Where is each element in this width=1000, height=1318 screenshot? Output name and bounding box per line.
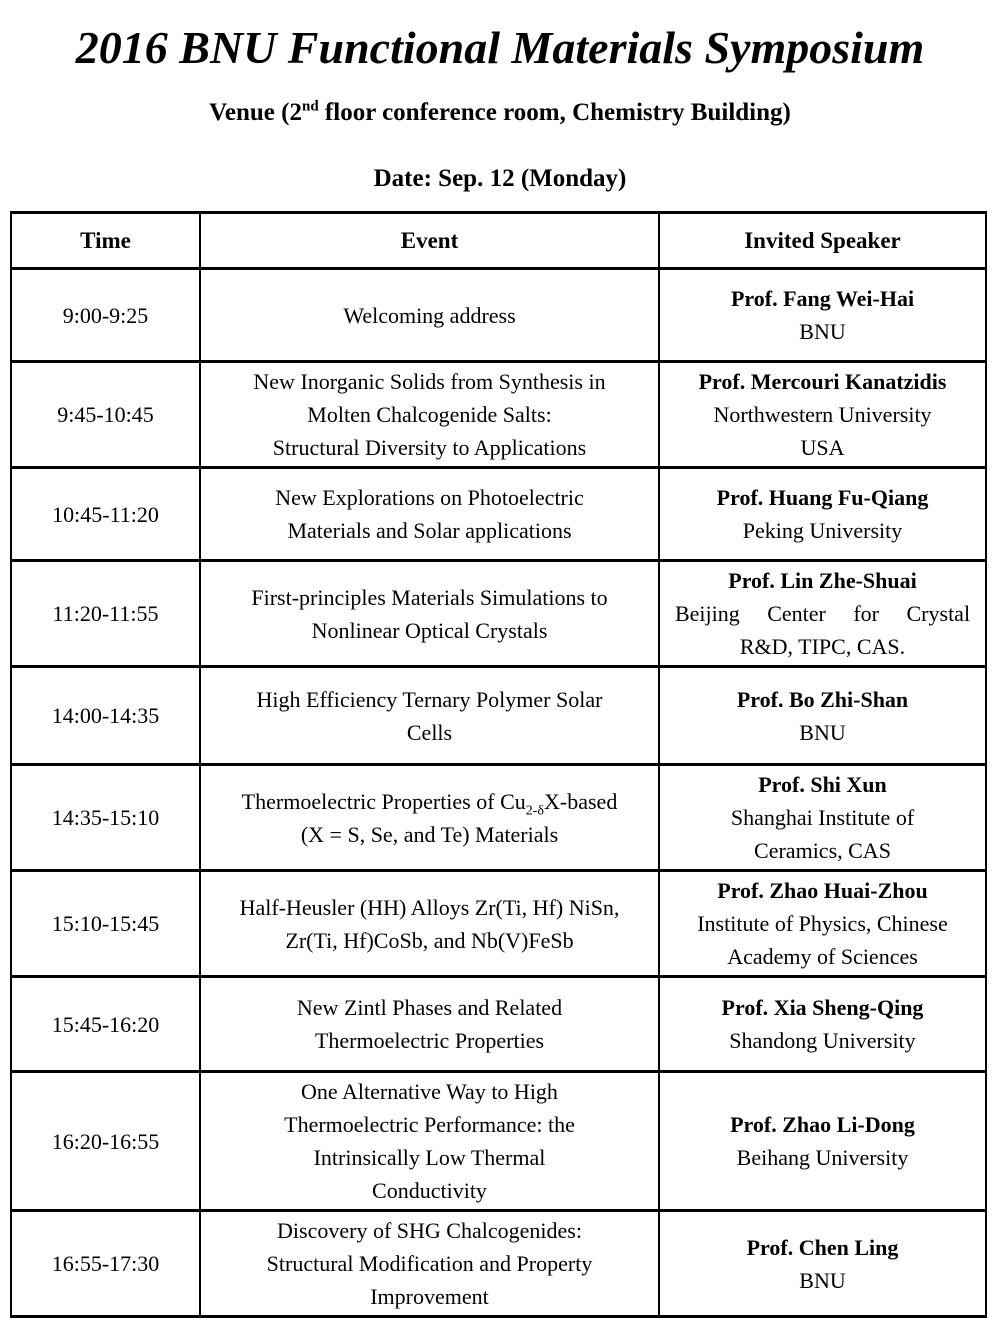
speaker-affiliation: USA bbox=[800, 435, 845, 460]
table-row bbox=[11, 1072, 986, 1211]
event-line: Discovery of SHG Chalcogenides: bbox=[277, 1218, 582, 1243]
speaker-cell bbox=[659, 667, 986, 765]
speaker-affiliation: BNU bbox=[799, 719, 846, 745]
event-cell bbox=[200, 1211, 659, 1317]
event-line: Thermoelectric Properties bbox=[314, 1028, 545, 1053]
table-row bbox=[11, 561, 986, 667]
time-cell: 9:00-9:25 bbox=[11, 269, 200, 362]
speaker-affiliation: BNU bbox=[799, 319, 846, 344]
table-row bbox=[11, 269, 986, 362]
speaker-name: Prof. Fang Wei-Hai bbox=[730, 286, 915, 311]
event-line: Molten Chalcogenide Salts: bbox=[307, 402, 552, 427]
event-cell bbox=[200, 468, 659, 561]
time-cell: 16:20-16:55 bbox=[11, 1072, 200, 1211]
event-cell bbox=[200, 977, 659, 1072]
time-cell: 10:45-11:20 bbox=[11, 468, 200, 561]
speaker-affiliation: Shanghai Institute of bbox=[730, 805, 915, 830]
speaker-cell bbox=[659, 1211, 986, 1317]
event-line: Materials and Solar applications bbox=[287, 518, 572, 543]
event-line: High Efficiency Ternary Polymer Solar bbox=[256, 686, 603, 712]
table-row bbox=[11, 871, 986, 977]
event-cell bbox=[200, 667, 659, 765]
date-line: Date: Sep. 12 (Monday) bbox=[373, 165, 627, 192]
event-line: Conductivity bbox=[372, 1178, 487, 1203]
event-cell bbox=[200, 269, 659, 362]
header-time: Time bbox=[11, 213, 200, 269]
schedule-body bbox=[11, 269, 986, 1317]
speaker-name: Prof. Shi Xun bbox=[758, 772, 887, 797]
event-cell bbox=[200, 1072, 659, 1211]
event-line: Cells bbox=[406, 719, 453, 745]
speaker-name: Prof. Lin Zhe-Shuai bbox=[728, 568, 917, 593]
document-page bbox=[0, 20, 1000, 1315]
speaker-affiliation: BNU bbox=[799, 1267, 846, 1293]
header-invited-speaker: Invited Speaker bbox=[659, 213, 986, 269]
event-cell bbox=[200, 362, 659, 468]
speaker-affiliation: Academy of Sciences bbox=[727, 944, 918, 969]
event-cell bbox=[200, 765, 659, 871]
time-cell: 9:45-10:45 bbox=[11, 362, 200, 468]
event-line: Structural Diversity to Applications bbox=[272, 435, 587, 460]
speaker-affiliation: Peking University bbox=[742, 518, 903, 543]
speaker-cell bbox=[659, 871, 986, 977]
event-cell bbox=[200, 871, 659, 977]
speaker-affiliation: Shandong University bbox=[729, 1028, 916, 1053]
speaker-affiliation: Institute of Physics, Chinese bbox=[697, 911, 948, 936]
event-line: First-principles Materials Simulations to bbox=[251, 584, 608, 610]
time-cell: 14:35-15:10 bbox=[11, 765, 200, 871]
event-line: Thermoelectric Properties of $Cu_{2-\delta}X$-based bbox=[241, 788, 618, 818]
event-line: (X = S, Se, and Te) Materials bbox=[300, 821, 559, 847]
speaker-affiliation: R&D, TIPC, CAS. bbox=[739, 634, 906, 659]
event-line: Improvement bbox=[370, 1284, 489, 1309]
speaker-cell bbox=[659, 468, 986, 561]
speaker-name: Prof. Zhao Li-Dong bbox=[730, 1112, 915, 1137]
venue-suffix: floor conference room, Chemistry Building) bbox=[318, 99, 791, 126]
speaker-cell bbox=[659, 977, 986, 1072]
speaker-name: Prof. Mercouri Kanatzidis bbox=[698, 369, 947, 394]
event-line: New Zintl Phases and Related bbox=[296, 995, 563, 1020]
time-cell: 14:00-14:35 bbox=[11, 667, 200, 765]
speaker-name: Prof. Chen Ling bbox=[746, 1234, 899, 1260]
table-row bbox=[11, 362, 986, 468]
event-line: One Alternative Way to High bbox=[301, 1079, 558, 1104]
speaker-cell bbox=[659, 765, 986, 871]
speaker-name: Prof. Zhao Huai-Zhou bbox=[717, 878, 928, 903]
time-cell: 11:20-11:55 bbox=[11, 561, 200, 667]
schedule-table bbox=[10, 211, 987, 1318]
event-line: New Inorganic Solids from Synthesis in bbox=[253, 369, 606, 394]
time-cell: 15:45-16:20 bbox=[11, 977, 200, 1072]
event-line: New Explorations on Photoelectric bbox=[275, 485, 584, 510]
event-line: Welcoming address bbox=[343, 302, 516, 328]
speaker-affiliation: Ceramics, CAS bbox=[754, 838, 891, 863]
speaker-name: Prof. Huang Fu-Qiang bbox=[716, 485, 929, 510]
table-row bbox=[11, 667, 986, 765]
speaker-cell bbox=[659, 561, 986, 667]
speaker-cell bbox=[659, 1072, 986, 1211]
speaker-cell bbox=[659, 362, 986, 468]
speaker-name: Prof. Bo Zhi-Shan bbox=[736, 686, 909, 712]
event-line: Intrinsically Low Thermal bbox=[313, 1145, 546, 1170]
event-line: Nonlinear Optical Crystals bbox=[311, 617, 548, 643]
speaker-name: Prof. Xia Sheng-Qing bbox=[721, 995, 924, 1020]
time-cell: 16:55-17:30 bbox=[11, 1211, 200, 1317]
time-cell: 15:10-15:45 bbox=[11, 871, 200, 977]
speaker-cell bbox=[659, 269, 986, 362]
event-cell bbox=[200, 561, 659, 667]
speaker-affiliation: Beihang University bbox=[736, 1145, 909, 1170]
header-event: Event bbox=[200, 213, 659, 269]
venue-prefix: Venue (2 bbox=[209, 99, 302, 126]
table-row bbox=[11, 977, 986, 1072]
page-title: 2016 BNU Functional Materials Symposium bbox=[75, 22, 925, 73]
venue-superscript: nd bbox=[301, 98, 319, 115]
table-row bbox=[11, 468, 986, 561]
header-row bbox=[11, 213, 986, 269]
speaker-affiliation: Beijing Center for Crystal bbox=[674, 601, 971, 626]
speaker-affiliation: Northwestern University bbox=[713, 402, 932, 427]
event-line: Half-Heusler (HH) Alloys Zr(Ti, Hf) NiSn, bbox=[239, 894, 620, 920]
event-line: Zr(Ti, Hf)CoSb, and Nb(V)FeSb bbox=[285, 927, 574, 953]
table-row bbox=[11, 1211, 986, 1317]
schedule-header bbox=[11, 213, 986, 269]
event-line: Thermoelectric Performance: the bbox=[284, 1112, 575, 1137]
venue-line bbox=[0, 98, 1000, 128]
table-row bbox=[11, 765, 986, 871]
event-line: Structural Modification and Property bbox=[266, 1251, 593, 1276]
